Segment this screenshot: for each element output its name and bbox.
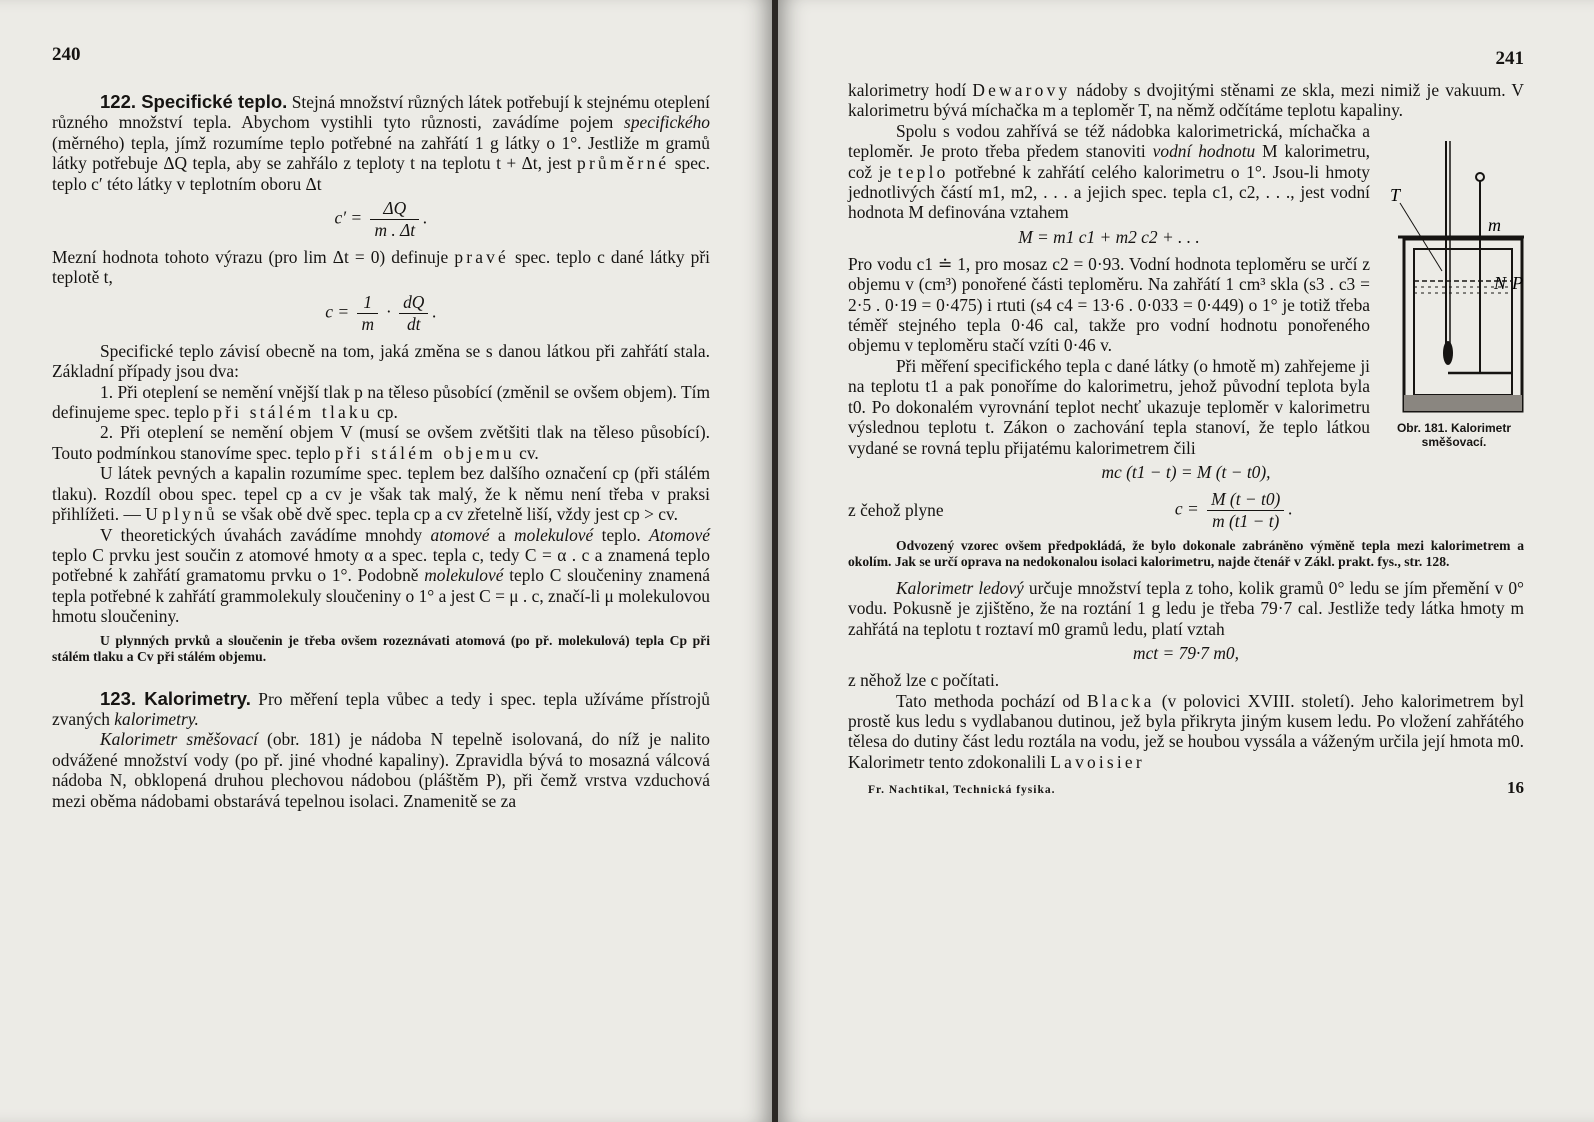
figure-181	[1384, 121, 1524, 449]
equation-mean-specific-heat: c′ = $\frac{\Delta Q}{m . \Delta t}$ .	[334, 198, 428, 241]
svg-text:T: T	[1390, 184, 1401, 205]
equation-result-row: z čehož plyne c = $\frac{M (t - t0)}{m (t1 - t)}$ .	[848, 488, 1293, 531]
equation-true-specific-heat: c = $\frac{1}{m}$ · $\frac{dQ}{dt}$ .	[325, 291, 437, 334]
equation-heat-balance: mc (t1 − t) = M (t − t0),	[1101, 461, 1271, 482]
paragraph-ice-calorimeter: Kalorimetr ledový určuje množství tepla z toho, kolik gramů 0° ledu se jím přemění v 0° vodu. Pokusně je zjištěno, že na roztání 1 g ledu je třeba 79·7 cal. Jestliže tedy látka hmoty m zahřátá na teplotu t roztaví m0 gramů ledu, platí vztah	[848, 577, 1524, 639]
section-heading-122: 122. Specifické teplo.	[100, 91, 288, 112]
paragraph-black-method: Tato methoda pochází od Blacka (v polovici XVIII. století). Jeho kalorimetrem byl prostě kus ledu s vydlabanou dutinou, jež byla přikryta jiným kusem ledu. Po vložení zahřátého tělesa do dutiny část ledu roztála na vodu, jež se houbou vyssála a váženým určila její hmota m0. Kalorimetr tento zdokonalili Lavoisier	[848, 690, 1524, 772]
svg-text:P: P	[1512, 272, 1523, 293]
figure-caption: Obr. 181. Kalorimetr směšovací.	[1396, 420, 1512, 449]
equation-water-value: M = m1 c1 + m2 c2 + . . .	[1018, 226, 1200, 247]
paragraph-cases: Specifické teplo závisí obecně na tom, jaká změna se s danou látkou při zahřátí stala. Základní případy jsou dva:	[52, 340, 710, 382]
right-page	[778, 0, 1594, 1122]
paragraph-case-1: 1. Při oteplení se nemění vnější tlak p na těleso působící (změnil se ovšem objem). Tím definujeme spec. teplo při stálém tlaku cp.	[52, 381, 710, 423]
paragraph-dewar: kalorimetry hodí Dewarovy nádoby s dvojitými stěnami ze skla, mezi nimiž je vakuum. V kalorimetru bývá míchačka m a teploměr T, na němž odčítáme teplotu kapaliny.	[848, 80, 1524, 121]
paragraph-measurement: Při měření specifického tepla c dané látky (o hmotě m) zahřejeme ji na teplotu t1 a pak ponoříme do kalorimetru, jehož původní teplota byla t0. Po dokonalém vyrovnání teplot nechť ukazuje teploměr v kalorimetru výslednou teplotu t. Zákon o zachování tepla stanoví, že teplo látkou vydané se rovná teplu přijatému kalorimetrem čili	[848, 355, 1370, 458]
footer-book-title: Fr. Nachtikal, Technická fysika.	[868, 784, 1056, 797]
svg-text:N: N	[1494, 272, 1507, 293]
section-heading-123: 123. Kalorimetry.	[100, 687, 251, 709]
thermometer-bulb	[1443, 341, 1453, 365]
paragraph-water-equivalent: Spolu s vodou zahřívá se též nádobka kalorimetrická, míchačka a teploměr. Je proto třeba předem stanoviti vodní hodnotu M kalorimetru, což je teplo potřebné k zahřátí celého kalorimetru o 1°. Jsou-li hmoty jednotlivých částí m1, m2, . . . a jejich spec. tepla c1, c2, . . ., jest vodní hodnota M definována vztahem	[848, 120, 1370, 223]
paragraph-solids-gases: U látek pevných a kapalin rozumíme spec. teplem bez dalšího označení cp (při stálém tlaku). Rozdíl obou spec. tepel cp a cv je však tak malý, že k němu není třeba v praksi přihlížeti. — U plynů se však obě dvě spec. tepla cp a cv zřetelně liší, vždy jest cp > cv.	[52, 463, 710, 525]
paragraph-specific-heat-intro: 122. Specifické teplo. Stejná množství různých látek potřebují k stejnému oteplení různého množství tepla. Abychom vystihli tyto různosti, zavádíme pojem specifického (měrného) tepla, jímž rozumíme teplo potřebné na zahřátí 1 g látky o 1°. Jestliže m gramů látky potřebuje ΔQ tepla, aby se zahřálo z teploty t na teplotu t + Δt, jest průměrné spec. teplo c′ této látky v teplotním oboru Δt	[52, 91, 710, 194]
signature-mark: 16	[1507, 778, 1524, 798]
equation-ice: mct = 79·7 m0,	[1133, 643, 1239, 664]
paragraph-calorimeters-intro: 123. Kalorimetry. Pro měření tepla vůbec a tedy i spec. tepla užíváme přístrojů zvaných kalorimetry.	[52, 687, 710, 729]
outer-vessel-P	[1404, 239, 1522, 411]
paragraph-atomic-heat: V theoretických úvahách zavádíme mnohdy atomové a molekulové teplo. Atomové teplo C prvku jest součin z atomové hmoty α a spec. tepla c, tedy C = α . c a znamená teplo potřebné k zahřátí gramatomu prvku o 1°. Podobně molekulové teplo C sloučeniny znamená tepla potřebné k zahřátí grammolekuly sloučeniny o 1° a jest C = μ . c, značí-li μ molekulovou hmotu sloučeniny.	[52, 524, 710, 627]
base-insulation	[1404, 395, 1522, 411]
paragraph-compute: z něhož lze c počítati.	[848, 670, 1000, 691]
page-number-right: 241	[1495, 48, 1524, 69]
paragraph-thermometer-value: Pro vodu c1 ≐ 1, pro mosaz c2 = 0·93. Vodní hodnota teploměru se určí z objemu v (cm³) ponořené části teploměru. Na zahřátí 1 cm³ skla (s3 . c3 = 2·5 . 0·19 = 0·475) i rtuti (s4 c4 = 13·6 . 0·033 = 0·449) o 1° je totiž třeba téměř stejného tepla 0·46 cal, takže pro vodní hodnotu ponořeného objemu v teploměru stačí vzíti 0·46 v.	[848, 253, 1370, 356]
calorimeter-illustration	[1384, 121, 1524, 421]
paragraph-case-2: 2. Při oteplení se nemění objem V (musí se ovšem zvětšiti tlak na těleso působící). Touto podmínkou stanovíme spec. teplo při stálém objemu cv.	[52, 422, 710, 463]
svg-text:m: m	[1488, 214, 1501, 235]
left-page	[0, 0, 772, 1122]
paragraph-limit: Mezní hodnota tohoto výrazu (pro lim Δt = 0) definuje pravé spec. teplo c dané látky při teplotě t,	[52, 247, 710, 288]
page-footer	[848, 778, 1524, 798]
note-gases: U plynných prvků a sloučenin je třeba ovšem rozeznávati atomová (po př. molekulová) tepla Cp při stálém tlaku a Cv při stálém objemu.	[52, 632, 710, 664]
paragraph-mixing-calorimeter: Kalorimetr směšovací (obr. 181) je nádoba N tepelně isolovaná, do níž je nalito odvážené množství vody (po př. jiné vhodné kapaliny). Zpravidla bývá to mosazná válcová nádoba N, obklopená druhou plechovou nádobou (pláštěm P), při čemž vrstva vzduchová mezi oběma nádobami obstarává tepelnou isolaci. Znamenitě se za	[52, 729, 711, 811]
note-insulation: Odvozený vzorec ovšem předpokládá, že bylo dokonale zabráněno výměně tepla mezi kalorimetrem a okolím. Jak se určí oprava na nedokonalou isolaci kalorimetru, najde čtenář v Zákl. prakt. fys., str. 128.	[848, 537, 1524, 569]
page-number-left: 240	[52, 44, 81, 65]
